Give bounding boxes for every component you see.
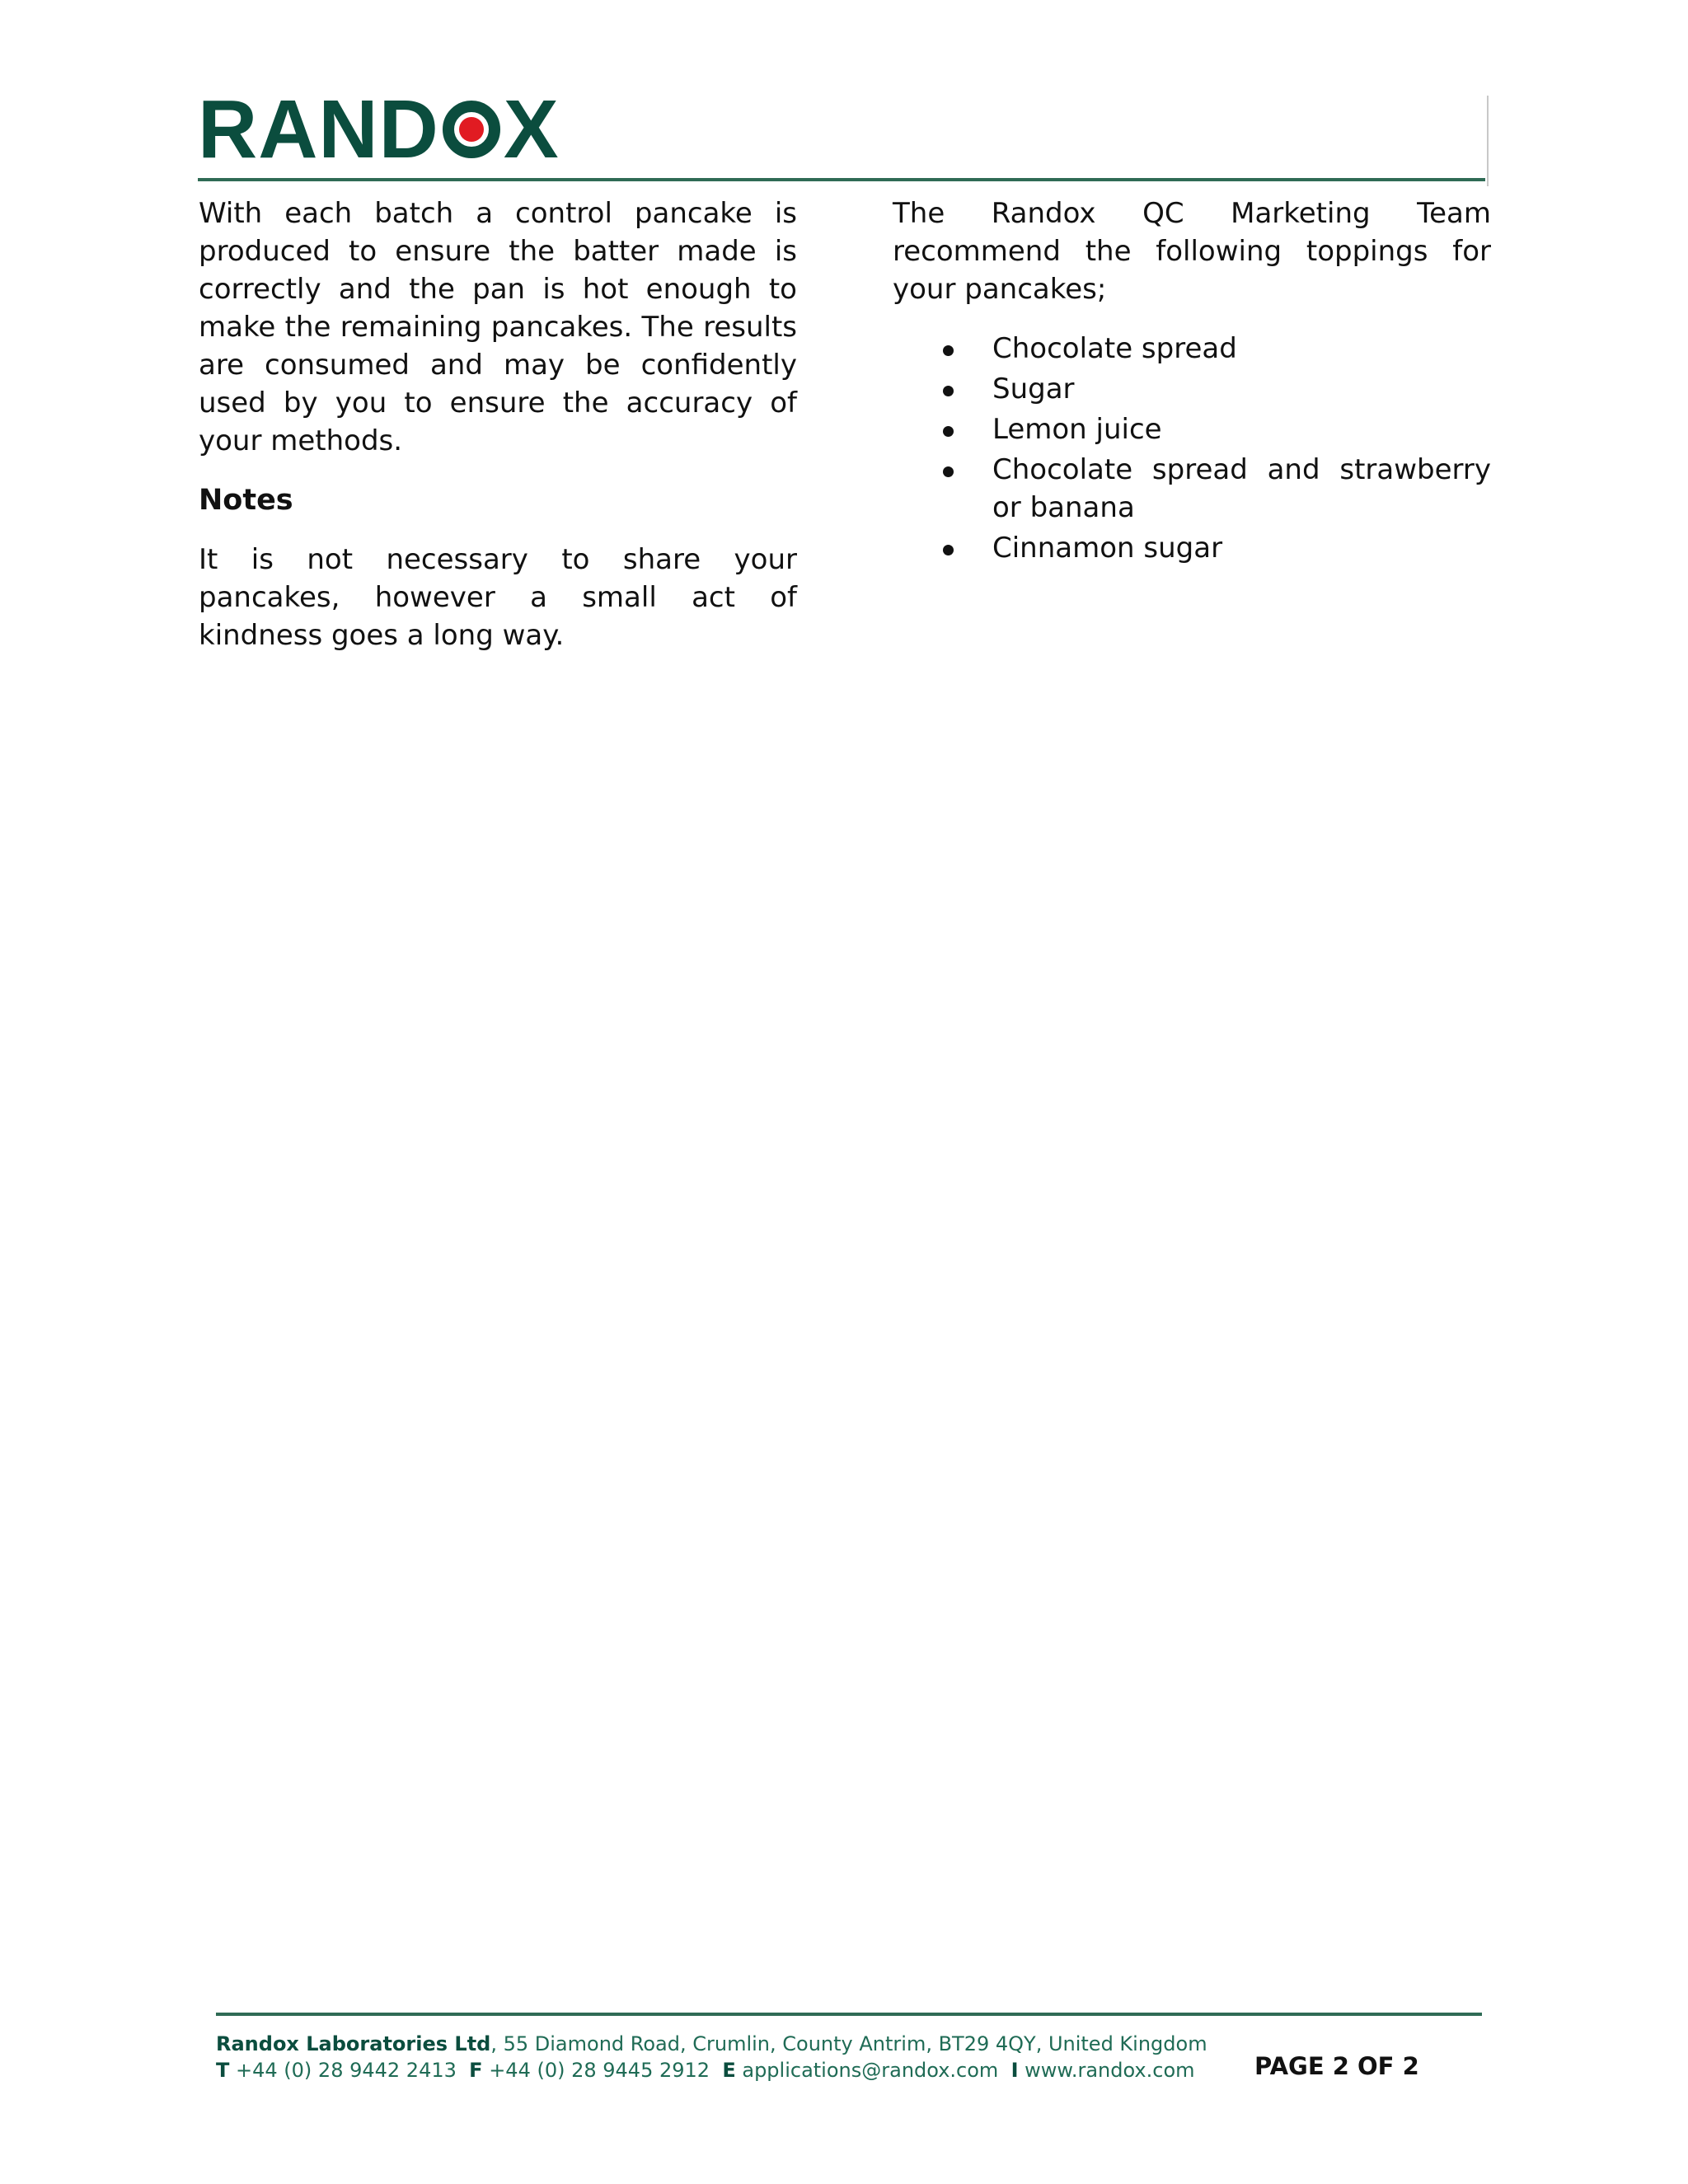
header-vertical-divider: [1487, 96, 1489, 186]
topping-label: Cinnamon sugar: [992, 532, 1223, 565]
bullet-icon: [943, 386, 954, 396]
notes-heading: Notes: [199, 484, 293, 517]
website-label: I: [1010, 2059, 1019, 2082]
toppings-intro: The Randox QC Marketing Team recommend the following toppings for your pancakes;: [893, 197, 1491, 306]
logo-text-left: RAND: [198, 83, 439, 176]
website-url: www.randox.com: [1025, 2059, 1195, 2082]
telephone-number: +44 (0) 28 9442 2413: [236, 2059, 457, 2082]
footer-divider: [216, 2013, 1482, 2016]
bullet-icon: [943, 545, 954, 555]
notes-paragraph: It is not necessary to share your pancakes, however a small act of kindness goes a long way.: [199, 543, 797, 652]
toppings-list: [893, 330, 1491, 567]
list-item: [893, 410, 1491, 448]
topping-label: Sugar: [992, 373, 1075, 405]
email-address: applications@randox.com: [742, 2059, 999, 2082]
email-label: E: [722, 2059, 736, 2082]
telephone-label: T: [216, 2059, 230, 2082]
logo-o-red-dot-icon: [443, 101, 500, 158]
list-item: [893, 529, 1491, 567]
batch-paragraph: With each batch a control pancake is produced to ensure the batter made is correctly and the pan is hot enough to make the remaining pancakes. The results are consumed and may be confidently used by you to ensure the accuracy of your methods.: [199, 197, 797, 457]
bullet-icon: [943, 426, 954, 437]
topping-label: Chocolate spread and strawberry or banana: [992, 453, 1491, 524]
list-item: [893, 330, 1491, 368]
list-item: [893, 370, 1491, 408]
company-address: , 55 Diamond Road, Crumlin, County Antrim, BT29 4QY, United Kingdom: [490, 2032, 1207, 2055]
footer-contact-line: [216, 2057, 1207, 2083]
fax-label: F: [469, 2059, 483, 2082]
footer-contact: [216, 2031, 1207, 2083]
logo-text-right: X: [503, 83, 560, 176]
fax-number: +44 (0) 28 9445 2912: [489, 2059, 710, 2082]
left-column: [199, 194, 797, 676]
page-number: PAGE 2 OF 2: [1254, 2052, 1419, 2080]
bullet-icon: [943, 345, 954, 356]
footer-address-line: [216, 2031, 1207, 2057]
right-column: [893, 194, 1491, 569]
logo-wordmark: [198, 83, 560, 176]
bullet-icon: [943, 466, 954, 477]
topping-label: Lemon juice: [992, 413, 1162, 446]
header-divider: [198, 178, 1485, 181]
list-item: [893, 451, 1491, 527]
randox-logo: [198, 83, 560, 176]
topping-label: Chocolate spread: [992, 332, 1237, 365]
company-name: Randox Laboratories Ltd: [216, 2032, 491, 2055]
